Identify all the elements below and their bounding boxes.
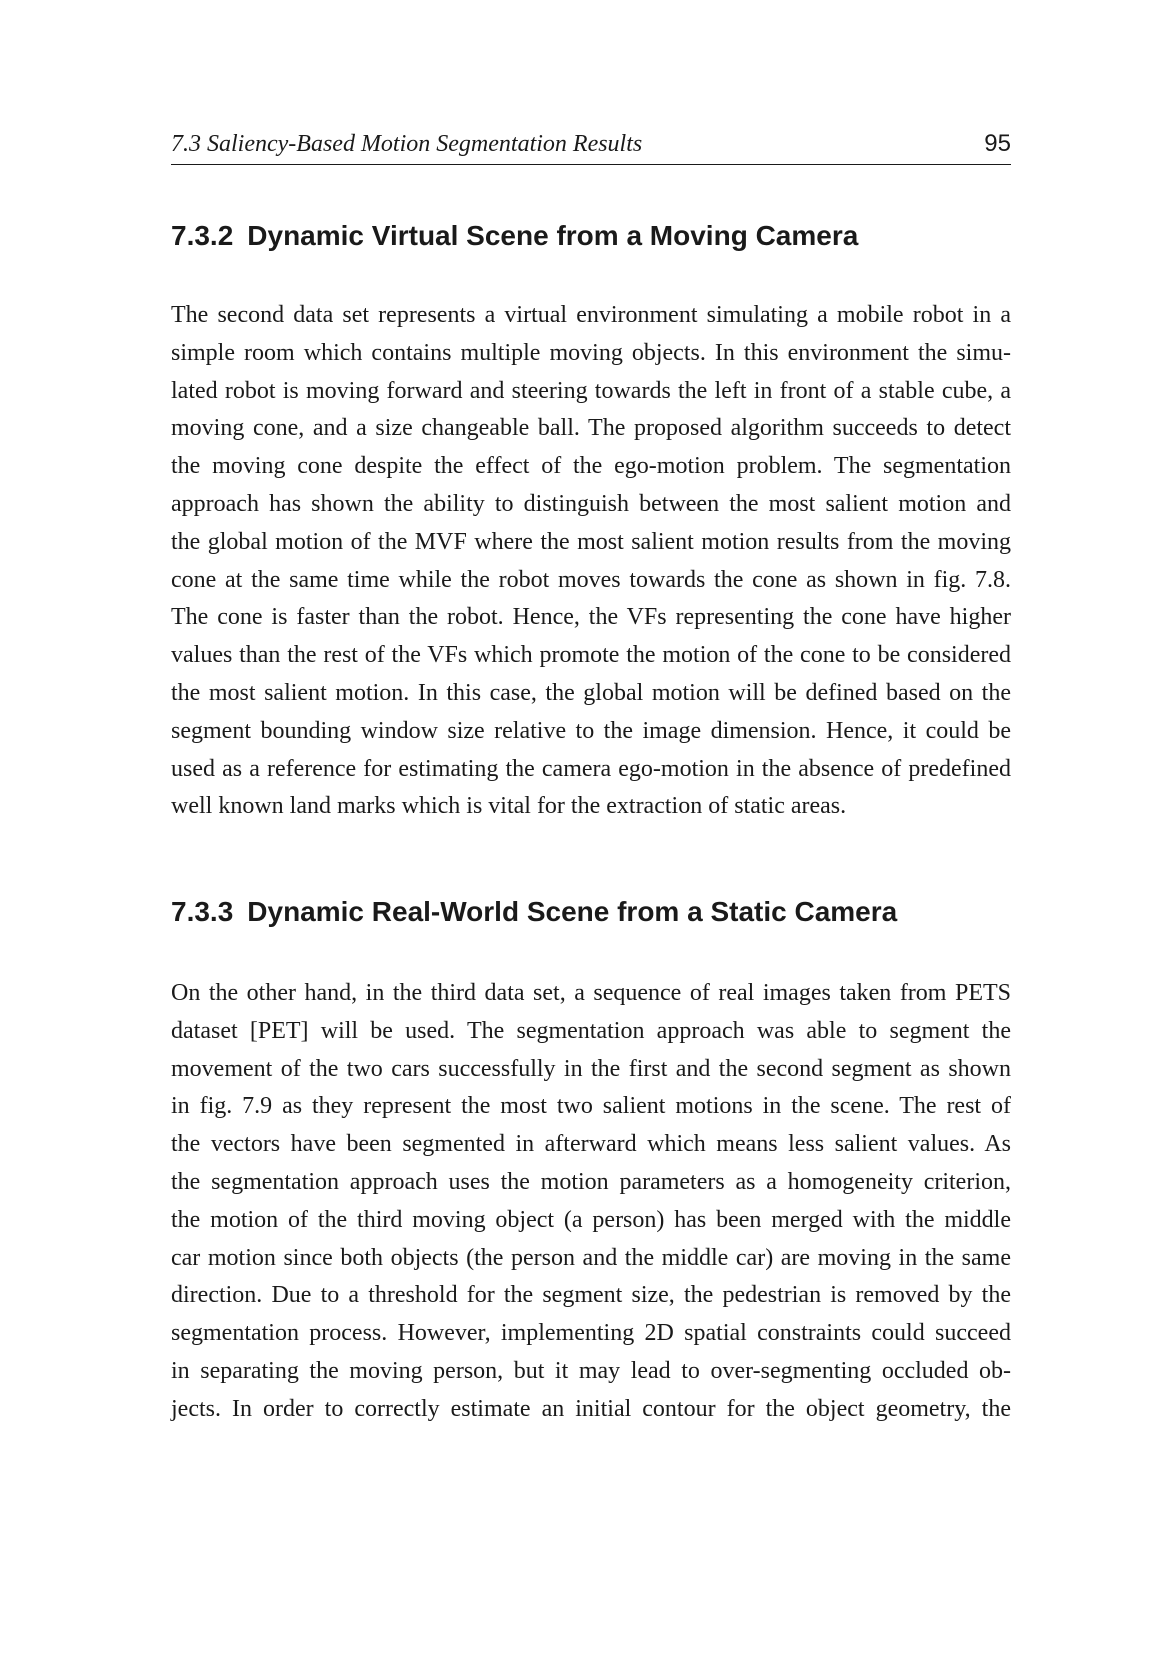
text-line: used as a reference for estimating the camera ego-motion in the absence of predefined [171,755,1011,782]
text-line: the moving cone despite the effect of the ego-motion problem. The segmentation [171,453,1011,480]
text-line: the segmentation approach uses the motion parameters as a homogeneity criterion, [171,1168,1011,1195]
running-header [171,128,1011,165]
section-heading-7-3-3 [171,894,1011,930]
text-line: approach has shown the ability to distinguish between the most salient motion and [171,490,1011,517]
section-heading-7-3-2 [171,218,1011,254]
text-line: moving cone, and a size changeable ball. The proposed algorithm succeeds to detect [171,415,1011,442]
text-line: the most salient motion. In this case, the global motion will be defined based on the [171,679,1011,706]
text-line: the motion of the third moving object (a person) has been merged with the middle [171,1206,1011,1233]
text-line: simple room which contains multiple moving objects. In this environment the simu- [171,339,1011,366]
text-line: The cone is faster than the robot. Hence, the VFs representing the cone have higher [171,604,1011,631]
section-number: 7.3.3 [171,896,234,927]
section-title: Dynamic Virtual Scene from a Moving Camera [247,220,859,251]
text-line: car motion since both objects (the person and the middle car) are moving in the same [171,1244,1011,1271]
section-title: Dynamic Real-World Scene from a Static Camera [247,896,898,927]
text-line: dataset [PET] will be used. The segmentation approach was able to segment the [171,1017,1011,1044]
text-line: in separating the moving person, but it may lead to over-segmenting occluded ob- [171,1357,1011,1384]
paragraph-7-3-3 [171,975,1011,1429]
running-title: 7.3 Saliency-Based Motion Segmentation Results [171,131,643,157]
text-line: The second data set represents a virtual environment simulating a mobile robot in a [171,302,1011,328]
text-line: direction. Due to a threshold for the segment size, the pedestrian is removed by the [171,1282,1011,1309]
page-number: 95 [984,130,1011,157]
text-line: segmentation process. However, implementing 2D spatial constraints could succeed [171,1320,1011,1347]
text-line: values than the rest of the VFs which promote the motion of the cone to be considered [171,642,1011,669]
text-line: segment bounding window size relative to the image dimension. Hence, it could be [171,717,1011,744]
text-line: in fig. 7.9 as they represent the most two salient motions in the scene. The rest of [171,1093,1011,1120]
text-line: well known land marks which is vital for the extraction of static areas. [171,793,847,820]
text-line: lated robot is moving forward and steering towards the left in front of a stable cube, a [171,377,1011,404]
text-line: On the other hand, in the third data set, a sequence of real images taken from PETS [171,980,1011,1006]
text-line: the global motion of the MVF where the most salient motion results from the moving [171,528,1011,555]
text-line: jects. In order to correctly estimate an initial contour for the object geometry, the [171,1395,1011,1422]
paragraph-7-3-2 [171,297,1011,826]
text-line: cone at the same time while the robot moves towards the cone as shown in fig. 7.8. [171,566,1011,593]
text-line: movement of the two cars successfully in the first and the second segment as shown [171,1055,1011,1082]
section-number: 7.3.2 [171,220,234,251]
text-line: the vectors have been segmented in afterward which means less salient values. As [171,1131,1011,1158]
